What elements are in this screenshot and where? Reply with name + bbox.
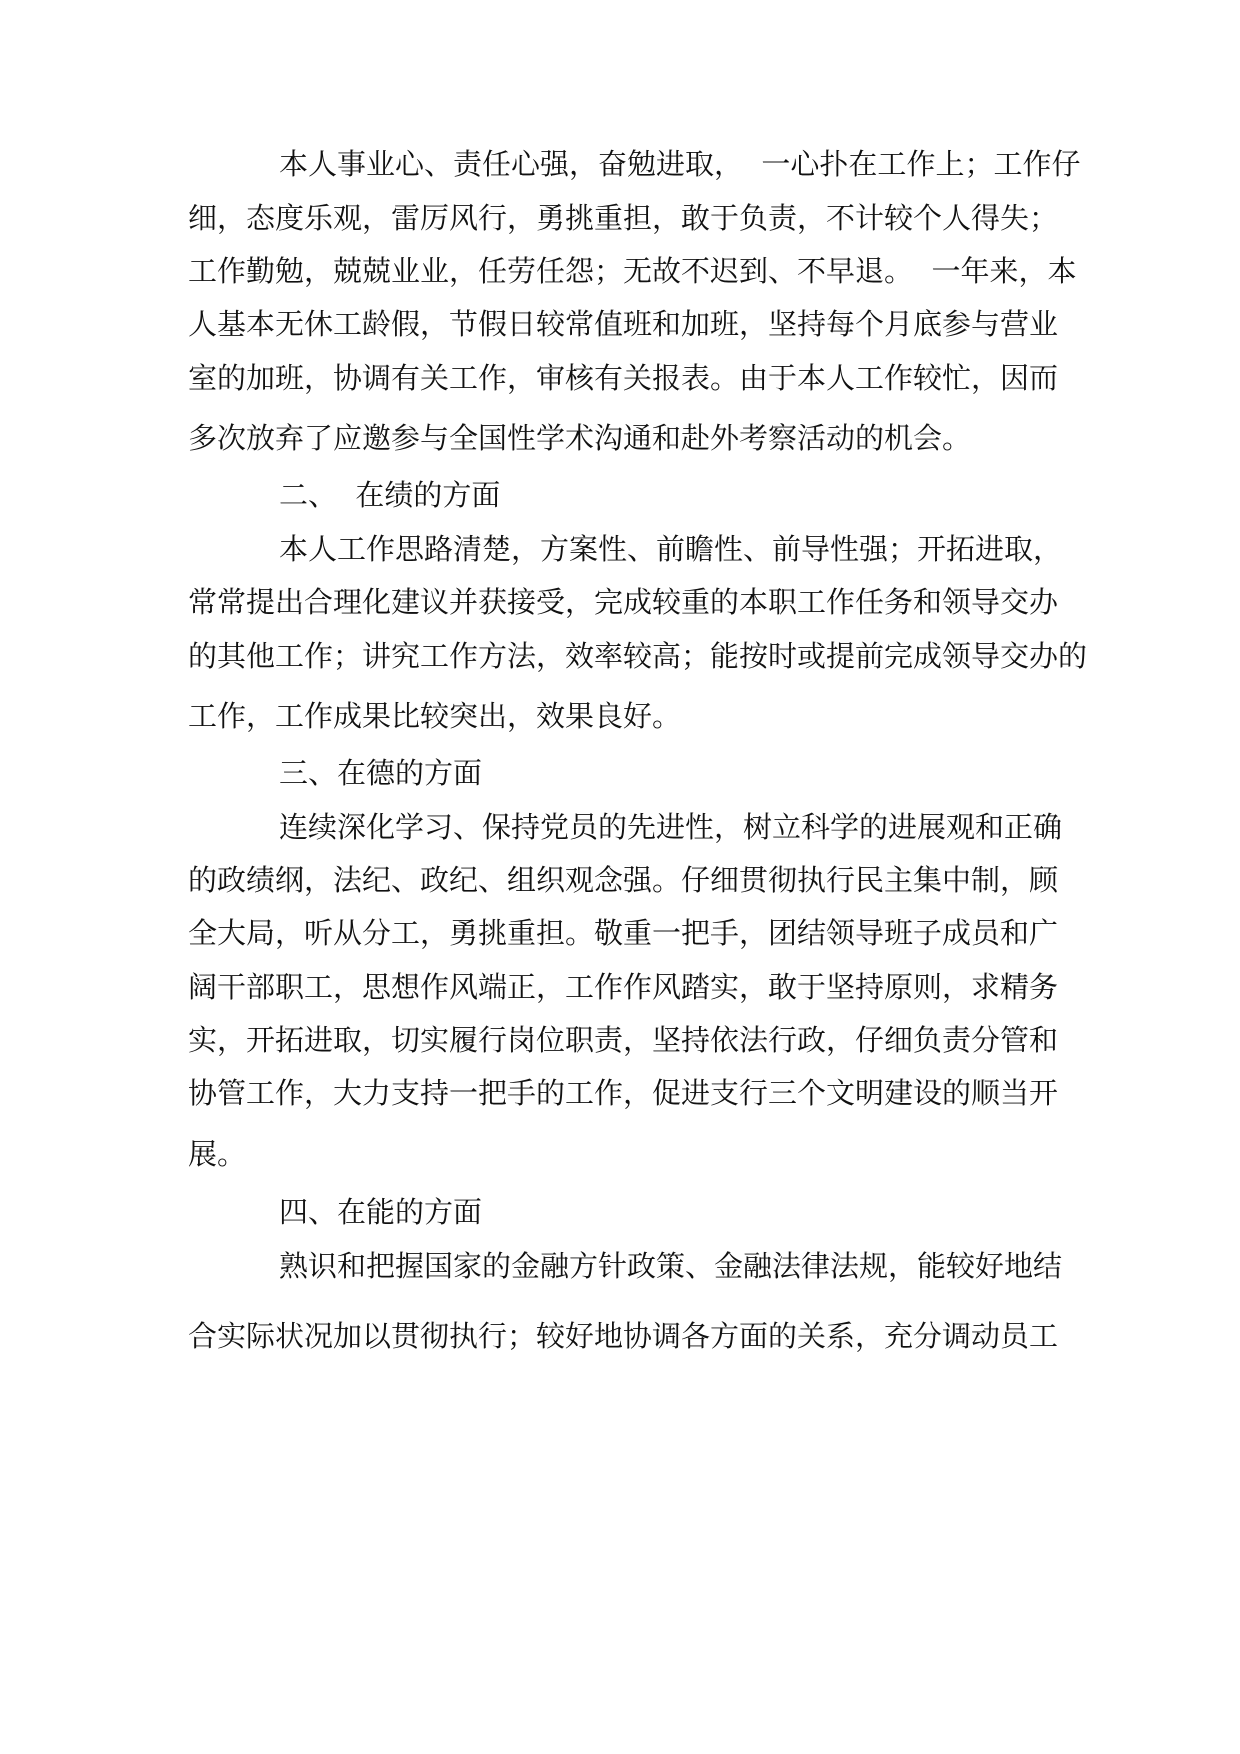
section-heading: 三、在德的方面 [279, 756, 483, 790]
paragraph-line: 阔干部职工，思想作风端正，工作作风踏实，敢于坚持原则，求精务 [188, 970, 1059, 1004]
paragraph-line: 的政绩纲，法纪、政纪、组织观念强。仔细贯彻执行民主集中制，顾 [188, 863, 1059, 897]
paragraph-line: 本人事业心、责任心强，奋勉进取， 一心扑在工作上；工作仔 [279, 147, 1081, 181]
paragraph-line: 本人工作思路清楚，方案性、前瞻性、前导性强；开拓进取， [279, 532, 1063, 566]
paragraph-line: 的其他工作；讲究工作方法，效率较高；能按时或提前完成领导交办的 [188, 639, 1088, 673]
paragraph-line: 工作，工作成果比较突出，效果良好。 [188, 699, 682, 733]
paragraph-line: 工作勤勉，兢兢业业，任劳任怨；无故不迟到、不早退。 一年来，本 [188, 254, 1077, 288]
paragraph-line: 实，开拓进取，切实履行岗位职责，坚持依法行政，仔细负责分管和 [188, 1023, 1059, 1057]
paragraph-line: 多次放弃了应邀参与全国性学术沟通和赴外考察活动的机会。 [188, 421, 972, 455]
paragraph-line: 熟识和把握国家的金融方针政策、金融法律法规，能较好地结 [279, 1249, 1063, 1283]
paragraph-line: 常常提出合理化建议并获接受，完成较重的本职工作任务和领导交办 [188, 585, 1059, 619]
section-heading: 四、在能的方面 [279, 1195, 483, 1229]
paragraph-line: 协管工作，大力支持一把手的工作，促进支行三个文明建设的顺当开 [188, 1076, 1059, 1110]
paragraph-line: 细，态度乐观，雷厉风行，勇挑重担，敢于负责，不计较个人得失； [188, 201, 1059, 235]
paragraph-line: 人基本无休工龄假，节假日较常值班和加班，坚持每个月底参与营业 [188, 307, 1059, 341]
paragraph-line: 展。 [188, 1137, 247, 1171]
paragraph-line: 全大局，听从分工，勇挑重担。敬重一把手，团结领导班子成员和广 [188, 916, 1059, 950]
paragraph-line: 室的加班，协调有关工作，审核有关报表。由于本人工作较忙，因而 [188, 361, 1059, 395]
paragraph-line: 合实际状况加以贯彻执行；较好地协调各方面的关系，充分调动员工 [188, 1319, 1059, 1353]
paragraph-line: 连续深化学习、保持党员的先进性，树立科学的进展观和正确 [279, 810, 1063, 844]
section-heading: 二、 在绩的方面 [279, 478, 501, 512]
